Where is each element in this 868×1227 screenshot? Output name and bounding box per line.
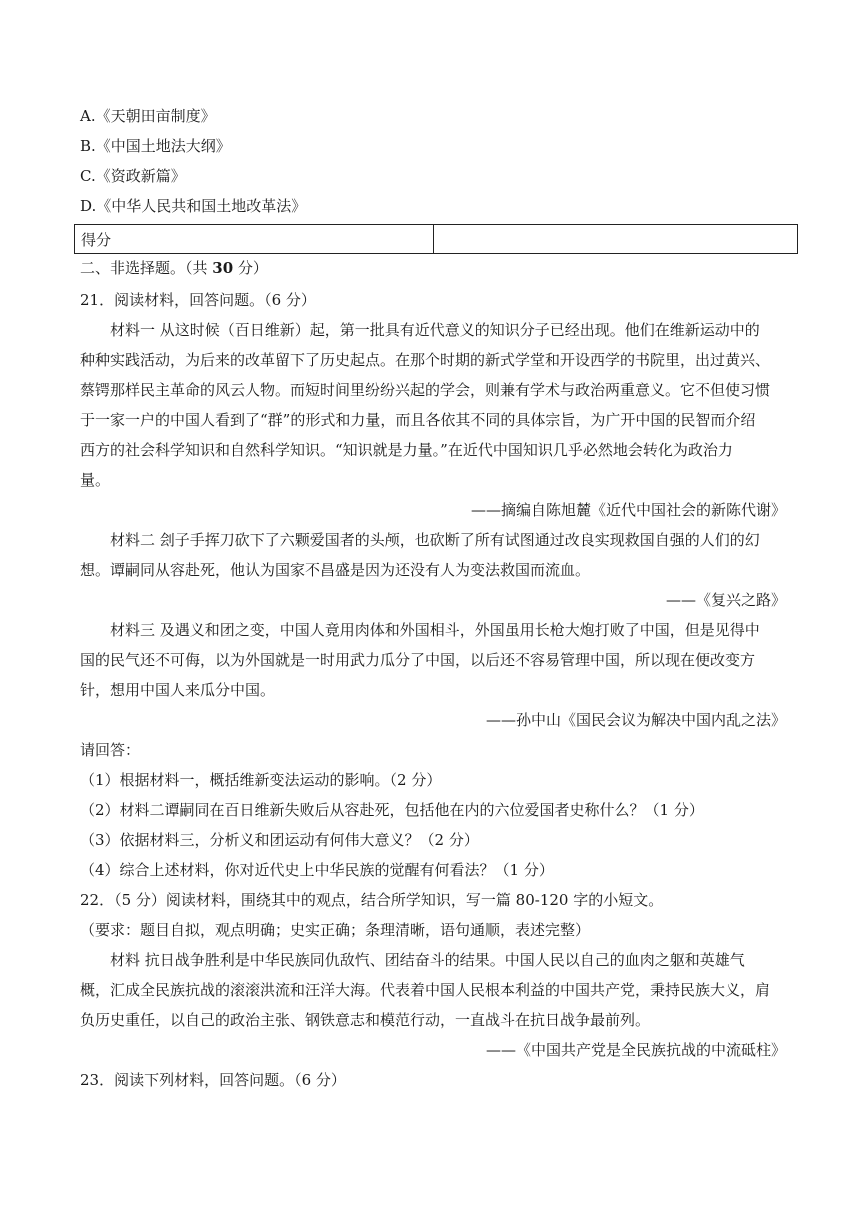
q23-header: 23．阅读下列材料，回答问题。（6 分） bbox=[80, 1071, 346, 1089]
q21-m2-source: ——《复兴之路》 bbox=[665, 591, 786, 609]
score-label: 得分 bbox=[75, 225, 434, 254]
q21-m3-line: 针，想用中国人来瓜分中国。 bbox=[80, 681, 276, 699]
q21-m1-line: 西方的社会科学知识和自然科学知识。“知识就是力量。”在近代中国知识几乎必然地会转化为政治力 bbox=[80, 441, 733, 459]
q22-requirements: （要求：题目自拟，观点明确；史实正确；条理清晰，语句通顺，表述完整） bbox=[80, 921, 591, 939]
q21-m1-line: 材料一 从这时候（百日维新）起，第一批具有近代意义的知识分子已经出现。他们在维新运动中的 bbox=[110, 321, 760, 339]
q21-sub-question: （3）依据材料三，分析义和团运动有何伟大意义？（2 分） bbox=[80, 831, 479, 849]
option-d: D.《中华人民共和国土地改革法》 bbox=[80, 197, 307, 215]
q21-sub-question: （2）材料二谭嗣同在百日维新失败后从容赴死，包括他在内的六位爱国者史称什么？（1 分） bbox=[80, 801, 704, 819]
score-value[interactable] bbox=[434, 225, 798, 254]
q21-m2-line: 材料二 刽子手挥刀砍下了六颗爱国者的头颅，也砍断了所有试图通过改良实现救国自强的人们的幻 bbox=[110, 531, 760, 549]
q21-m2-line: 想。谭嗣同从容赴死，他认为国家不昌盛是因为还没有人为变法救国而流血。 bbox=[80, 561, 591, 579]
q22-m-line: 概，汇成全民族抗战的滚滚洪流和汪洋大海。代表着中国人民根本利益的中国共产党，秉持民族大义，肩 bbox=[80, 981, 771, 999]
q21-sub-question: （1）根据材料一，概括维新变法运动的影响。（2 分） bbox=[80, 771, 442, 789]
option-a: A.《天朝田亩制度》 bbox=[80, 107, 216, 125]
q21-m3-line: 国的民气还不可侮，以为外国就是一时用武力瓜分了中国，以后还不容易管理中国，所以现在便改变方 bbox=[80, 651, 756, 669]
section-title: 二、非选择题。（共 30 分） bbox=[80, 259, 268, 277]
q21-m3-source: ——孙中山《国民会议为解决中国内乱之法》 bbox=[485, 711, 786, 729]
score-table bbox=[74, 224, 798, 254]
q22-m-line: 材料 抗日战争胜利是中华民族同仇敌忾、团结奋斗的结果。中国人民以自己的血肉之躯和英雄气 bbox=[110, 951, 745, 969]
q21-header: 21．阅读材料，回答问题。（6 分） bbox=[80, 291, 316, 309]
q22-source: ——《中国共产党是全民族抗战的中流砥柱》 bbox=[485, 1041, 786, 1059]
option-c: C.《资政新篇》 bbox=[80, 167, 186, 185]
q22-header: 22．（5 分）阅读材料，围绕其中的观点，结合所学知识，写一篇 80-120 字的小短文。 bbox=[80, 891, 664, 909]
q21-m1-line: 种种实践活动，为后来的改革留下了历史起点。在那个时期的新式学堂和开设西学的书院里，出过黄兴、 bbox=[80, 351, 771, 369]
q22-m-line: 负历史重任，以自己的政治主张、钢铁意志和模范行动，一直战斗在抗日战争最前列。 bbox=[80, 1011, 651, 1029]
q21-m1-line: 于一家一户的中国人看到了“群”的形式和力量，而且各依其不同的具体宗旨，为广开中国的民智而介绍 bbox=[80, 411, 756, 429]
q21-sub-question: （4）综合上述材料，你对近代史上中华民族的觉醒有何看法？（1 分） bbox=[80, 861, 554, 879]
q21-m1-source: ——摘编自陈旭麓《近代中国社会的新陈代谢》 bbox=[470, 501, 786, 519]
option-b: B.《中国土地法大纲》 bbox=[80, 137, 231, 155]
q21-prompt: 请回答： bbox=[80, 741, 141, 759]
q21-m3-line: 材料三 及遇义和团之变，中国人竟用肉体和外国相斗，外国虽用长枪大炮打败了中国，但是见得中 bbox=[110, 621, 760, 639]
q21-m1-line: 量。 bbox=[80, 471, 111, 489]
q21-m1-line: 蔡锷那样民主革命的风云人物。而短时间里纷纷兴起的学会，则兼有学术与政治两重意义。它不但使习惯 bbox=[80, 381, 771, 399]
